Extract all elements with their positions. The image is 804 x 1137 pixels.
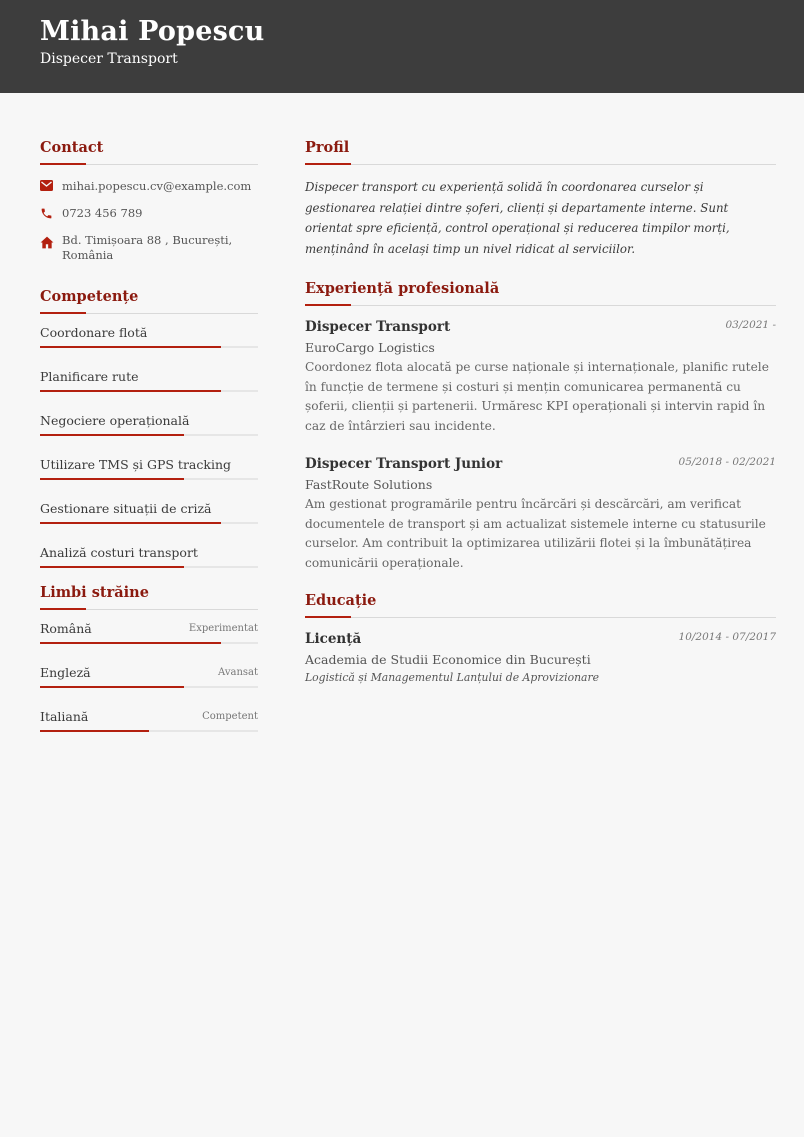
skill-item — [40, 545, 258, 589]
skill-item — [40, 457, 258, 501]
contact-email-text[interactable]: mihai.popescu.cv@example.com — [62, 179, 252, 193]
education-title: Educație — [305, 592, 377, 609]
language-level-bar — [40, 642, 258, 644]
experience-section — [305, 279, 776, 573]
language-level-label: Avansat — [218, 667, 258, 678]
skill-level-bar — [40, 522, 258, 524]
skill-level-fill — [40, 522, 221, 524]
language-level-fill — [40, 686, 184, 688]
skill-label: Coordonare flotă — [40, 325, 148, 340]
languages-title: Limbi străine — [40, 584, 149, 601]
job-date: 03/2021 - — [725, 319, 776, 331]
skill-item — [40, 325, 258, 369]
skill-level-fill — [40, 566, 184, 568]
language-item — [40, 665, 258, 709]
education-date: 10/2014 - 07/2017 — [678, 631, 776, 643]
language-label: Engleză — [40, 665, 91, 680]
profile-title: Profil — [305, 139, 350, 156]
skills-list — [40, 325, 258, 589]
language-label: Italiană — [40, 709, 89, 724]
job-entry — [305, 454, 776, 573]
contact-section — [40, 138, 258, 263]
skill-item — [40, 369, 258, 413]
skill-level-fill — [40, 390, 221, 392]
job-entry — [305, 317, 776, 436]
skill-item — [40, 501, 258, 545]
job-title: Dispecer Transport Junior — [305, 456, 503, 472]
envelope-icon — [40, 179, 62, 191]
skill-level-fill — [40, 346, 221, 348]
skill-level-fill — [40, 434, 184, 436]
language-level-bar — [40, 686, 258, 688]
section-divider — [40, 312, 258, 314]
education-entry — [305, 629, 776, 684]
section-divider — [305, 304, 776, 306]
section-divider — [40, 163, 258, 165]
candidate-name: Mihai Popescu — [40, 16, 265, 47]
job-description: Am gestionat programările pentru încărcări și descărcări, am verificat documentele de transport și am actualizat sistemele interne cu statusurile curselor. Am contribuit la optimizarea utilizării flotei și la îmbunătățirea comunicării operaționale. — [305, 497, 766, 570]
experience-title: Experiență profesională — [305, 280, 500, 297]
language-level-bar — [40, 730, 258, 732]
skill-label: Utilizare TMS și GPS tracking — [40, 457, 232, 472]
section-divider — [305, 616, 776, 618]
left-column — [40, 138, 258, 753]
language-level-label: Experimentat — [188, 623, 258, 634]
language-item — [40, 621, 258, 665]
skill-level-bar — [40, 566, 258, 568]
skill-level-bar — [40, 346, 258, 348]
skill-item — [40, 413, 258, 457]
contact-phone — [40, 206, 258, 221]
language-item — [40, 709, 258, 753]
skill-level-bar — [40, 478, 258, 480]
job-description: Coordonez flota alocată pe curse naționale și internaționale, planific rutele în funcție de termene și costuri și mențin comunicarea permanentă cu șoferii, clienții și partenerii. Urmăresc KPI operaționali și intervin rapid în caz de întârzieri sau incidente. — [305, 360, 769, 433]
education-school: Academia de Studii Economice din București — [305, 652, 591, 667]
contact-phone-text[interactable]: 0723 456 789 — [62, 206, 143, 220]
skill-label: Negociere operațională — [40, 413, 190, 428]
education-field: Logistică și Managementul Lanțului de Aprovizionare — [305, 671, 600, 684]
job-title: Dispecer Transport — [305, 319, 451, 335]
language-level-fill — [40, 730, 149, 732]
language-label: Română — [40, 621, 92, 636]
language-level-fill — [40, 642, 221, 644]
languages-list — [40, 621, 258, 753]
skill-label: Gestionare situații de criză — [40, 501, 212, 516]
education-degree: Licență — [305, 631, 362, 647]
skills-title: Competențe — [40, 288, 139, 305]
job-date: 05/2018 - 02/2021 — [678, 456, 776, 468]
profile-section — [305, 138, 776, 259]
contact-address-text: Bd. Timișoara 88 , București, România — [62, 233, 233, 262]
skill-level-bar — [40, 390, 258, 392]
header-banner — [0, 0, 804, 93]
skill-level-fill — [40, 478, 184, 480]
language-level-label: Competent — [202, 711, 258, 722]
profile-text: Dispecer transport cu experiență solidă în coordonarea curselor și gestionarea relației dintre șoferi, clienți și departamente interne. Sunt orientat spre eficiență, control operațional și reducerea timpilor morți, menținând în același timp un nivel ridicat al serviciilor. — [305, 180, 730, 256]
section-divider — [40, 608, 258, 610]
job-company: EuroCargo Logistics — [305, 340, 435, 355]
contact-title: Contact — [40, 139, 104, 156]
skill-label: Planificare rute — [40, 369, 139, 384]
home-icon — [40, 233, 62, 249]
education-section — [305, 591, 776, 684]
languages-section — [40, 583, 258, 753]
candidate-role: Dispecer Transport — [40, 51, 178, 67]
section-divider — [305, 163, 776, 165]
right-column — [305, 138, 776, 702]
skills-section — [40, 287, 258, 589]
skill-level-bar — [40, 434, 258, 436]
contact-email — [40, 179, 258, 194]
job-company: FastRoute Solutions — [305, 477, 433, 492]
phone-icon — [40, 206, 62, 220]
contact-address — [40, 233, 258, 263]
skill-label: Analiză costuri transport — [40, 545, 198, 560]
